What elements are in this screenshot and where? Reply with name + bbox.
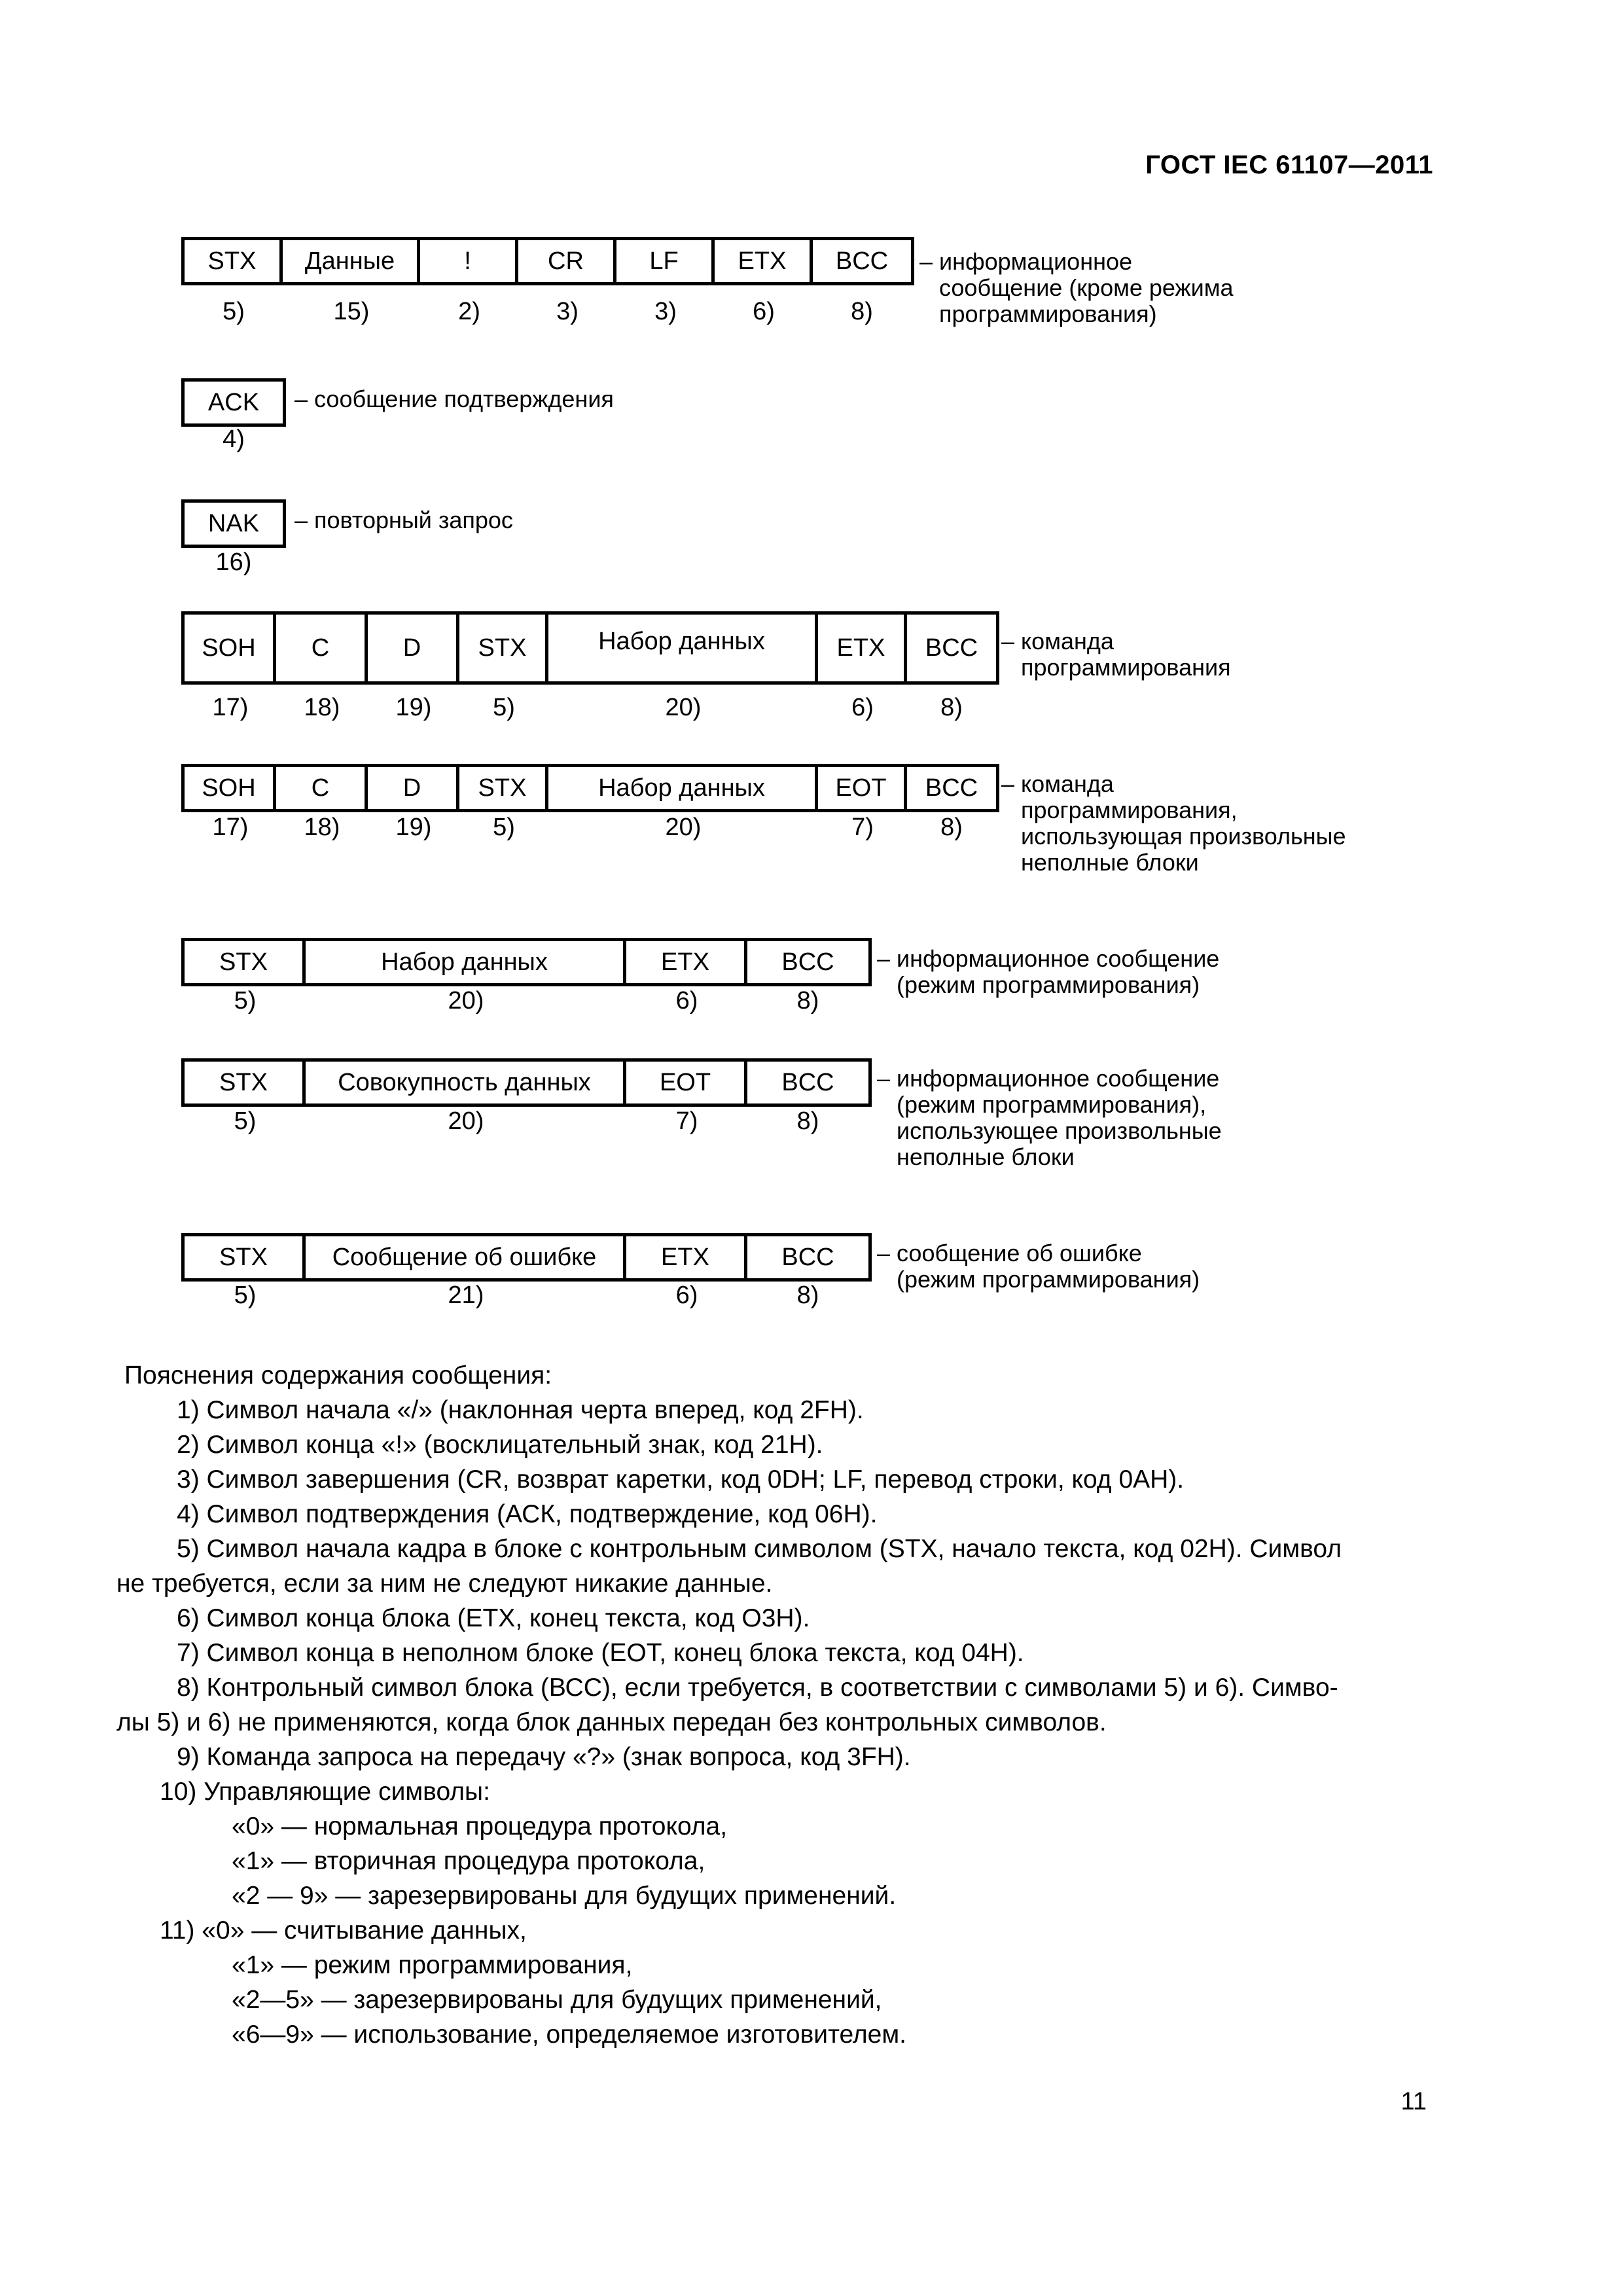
footnote-ref: 21)	[448, 1282, 484, 1309]
footnote-ref: 2)	[458, 298, 480, 325]
note-item-continuation: не требуется, если за ним не следуют никакие данные.	[116, 1570, 773, 1598]
frame-cell: ETX	[818, 615, 907, 681]
frame-cell: BCC	[781, 1243, 834, 1271]
frame-footnote-refs	[185, 814, 996, 842]
footnote-ref: 7)	[675, 1107, 698, 1135]
note-item: 5) Символ начала кадра в блоке с контрольным символом (STX, начало текста, код 02H). Символ	[177, 1535, 1342, 1563]
note-item: 11) «0» — считывание данных,	[160, 1916, 527, 1945]
frame-cell: Набор данных	[548, 615, 818, 681]
document-header: ГОСТ IEC 61107—2011	[1145, 151, 1433, 179]
frame-description: – команда программирования	[1001, 628, 1231, 681]
footnote-ref: 8)	[796, 1107, 819, 1135]
footnote-ref: 16)	[215, 548, 252, 576]
frame-footnote-refs	[185, 425, 283, 454]
frame-footnote-refs	[185, 298, 911, 326]
frame-description: – информационное сообщение (кроме режима программирования)	[919, 248, 1234, 327]
note-item: 7) Символ конца в неполном блоке (EOT, конец блока текста, код 04H).	[177, 1639, 1024, 1667]
frame-cell: Данные	[283, 240, 420, 282]
footnote-ref: 18)	[304, 814, 340, 841]
nak-frame	[181, 499, 286, 548]
frame-footnote-refs	[185, 1282, 868, 1310]
frame-cell: SOH	[185, 767, 276, 809]
footnote-ref: 20)	[665, 814, 702, 841]
frame-cell: Набор данных	[306, 941, 626, 983]
frame-cell: LF	[616, 240, 715, 282]
footnote-ref: 6)	[753, 298, 775, 325]
footnote-ref: 6)	[675, 987, 698, 1014]
footnote-ref: 5)	[493, 694, 515, 721]
info-message-frame	[181, 237, 914, 285]
frame-footnote-refs	[185, 548, 283, 577]
frame-cell: NAK	[207, 509, 260, 537]
frame-cell: EOT	[626, 1062, 747, 1103]
footnote-ref: 4)	[223, 425, 245, 453]
frame-cell: BCC	[781, 948, 834, 976]
note-subitem: «1» — вторичная процедура протокола,	[232, 1847, 705, 1875]
frame-cell: C	[276, 767, 368, 809]
footnote-ref: 18)	[304, 694, 340, 721]
footnote-ref: 19)	[395, 694, 432, 721]
frame-footnote-refs	[185, 987, 868, 1015]
frame-cell: D	[368, 767, 459, 809]
frame-cell: STX	[185, 240, 283, 282]
programming-command-frame	[181, 611, 999, 685]
frame-cell: ETX	[626, 1236, 747, 1278]
footnote-ref: 15)	[333, 298, 370, 325]
frame-cell: BCC	[925, 634, 978, 662]
footnote-ref: 17)	[212, 694, 249, 721]
frame-cell: STX	[185, 941, 306, 983]
programming-command-partial-frame	[181, 764, 999, 812]
footnote-ref: 8)	[796, 1282, 819, 1309]
note-item: 2) Символ конца «!» (восклицательный знак, код 21H).	[177, 1431, 823, 1459]
frame-cell: EOT	[818, 767, 907, 809]
note-item: 4) Символ подтверждения (АСК, подтверждение, код 06H).	[177, 1500, 878, 1528]
footnote-ref: 5)	[234, 1282, 257, 1309]
footnote-ref: 8)	[940, 814, 963, 841]
note-item: 6) Символ конца блока (ETX, конец текста, код О3H).	[177, 1604, 810, 1632]
footnote-ref: 5)	[493, 814, 515, 841]
frame-cell: STX	[185, 1062, 306, 1103]
frame-cell: BCC	[835, 247, 889, 275]
frame-cell: D	[368, 615, 459, 681]
note-item: 9) Команда запроса на передачу «?» (знак вопроса, код 3FH).	[177, 1743, 911, 1771]
note-item: 10) Управляющие символы:	[160, 1778, 490, 1806]
error-message-frame	[181, 1233, 872, 1282]
footnote-ref: 7)	[851, 814, 874, 841]
footnote-ref: 6)	[675, 1282, 698, 1309]
frame-cell: ETX	[715, 240, 813, 282]
frame-description: – команда программирования, использующая произвольные неполные блоки	[1001, 770, 1346, 876]
frame-cell: ACK	[207, 388, 260, 416]
note-item: 8) Контрольный символ блока (ВСС), если требуется, в соответствии с символами 5) и 6). Симво-	[177, 1674, 1338, 1702]
footnote-ref: 8)	[851, 298, 873, 325]
info-message-partial-frame	[181, 1058, 872, 1107]
footnote-ref: 8)	[796, 987, 819, 1014]
footnote-ref: 5)	[223, 298, 245, 325]
frame-cell: Совокупность данных	[306, 1062, 626, 1103]
frame-cell: STX	[459, 767, 548, 809]
footnote-ref: 20)	[665, 694, 702, 721]
footnote-ref: 6)	[851, 694, 874, 721]
note-item-continuation: лы 5) и 6) не применяются, когда блок данных передан без контрольных символов.	[116, 1708, 1107, 1736]
frame-cell: STX	[459, 615, 548, 681]
footnote-ref: 19)	[395, 814, 432, 841]
frame-cell: Набор данных	[548, 767, 818, 809]
frame-cell: STX	[185, 1236, 306, 1278]
footnote-ref: 3)	[654, 298, 677, 325]
frame-description: – информационное сообщение (режим программирования)	[877, 945, 1220, 998]
page-number: 11	[1400, 2088, 1427, 2115]
frame-footnote-refs	[185, 694, 996, 722]
footnote-ref: 5)	[234, 1107, 257, 1135]
footnote-ref: 20)	[448, 1107, 484, 1135]
note-subitem: «2—5» — зарезервированы для будущих применений,	[232, 1986, 882, 2014]
footnote-ref: 5)	[234, 987, 257, 1014]
info-message-programming-frame	[181, 938, 872, 986]
note-subitem: «1» — режим программирования,	[232, 1951, 633, 1979]
frame-cell: C	[276, 615, 368, 681]
frame-footnote-refs	[185, 1107, 868, 1136]
frame-description: – информационное сообщение (режим программирования), использующее произвольные неполные блоки	[877, 1065, 1222, 1170]
ack-frame	[181, 378, 286, 427]
footnote-ref: 8)	[940, 694, 963, 721]
frame-description: – сообщение об ошибке (режим программирования)	[877, 1240, 1200, 1293]
frame-cell: BCC	[781, 1068, 834, 1096]
frame-cell: !	[420, 240, 518, 282]
frame-cell: BCC	[925, 774, 978, 802]
footnote-ref: 17)	[212, 814, 249, 841]
note-subitem: «6—9» — использование, определяемое изготовителем.	[232, 2020, 907, 2049]
frame-cell: Сообщение об ошибке	[306, 1236, 626, 1278]
frame-cell: SOH	[185, 615, 276, 681]
note-item: 1) Символ начала «/» (наклонная черта вперед, код 2FH).	[177, 1396, 864, 1424]
notes-section	[118, 1358, 1446, 2052]
footnote-ref: 20)	[448, 987, 484, 1014]
frame-cell: CR	[518, 240, 616, 282]
note-subitem: «0» — нормальная процедура протокола,	[232, 1812, 728, 1840]
footnote-ref: 3)	[556, 298, 579, 325]
notes-title: Пояснения содержания сообщения:	[124, 1361, 552, 1390]
note-item: 3) Символ завершения (CR, возврат каретки, код 0DH; LF, перевод строки, код 0AH).	[177, 1465, 1185, 1494]
frame-description: – повторный запрос	[294, 507, 513, 533]
note-subitem: «2 — 9» — зарезервированы для будущих применений.	[232, 1882, 897, 1910]
frame-description: – сообщение подтверждения	[294, 386, 614, 412]
frame-cell: ETX	[626, 941, 747, 983]
